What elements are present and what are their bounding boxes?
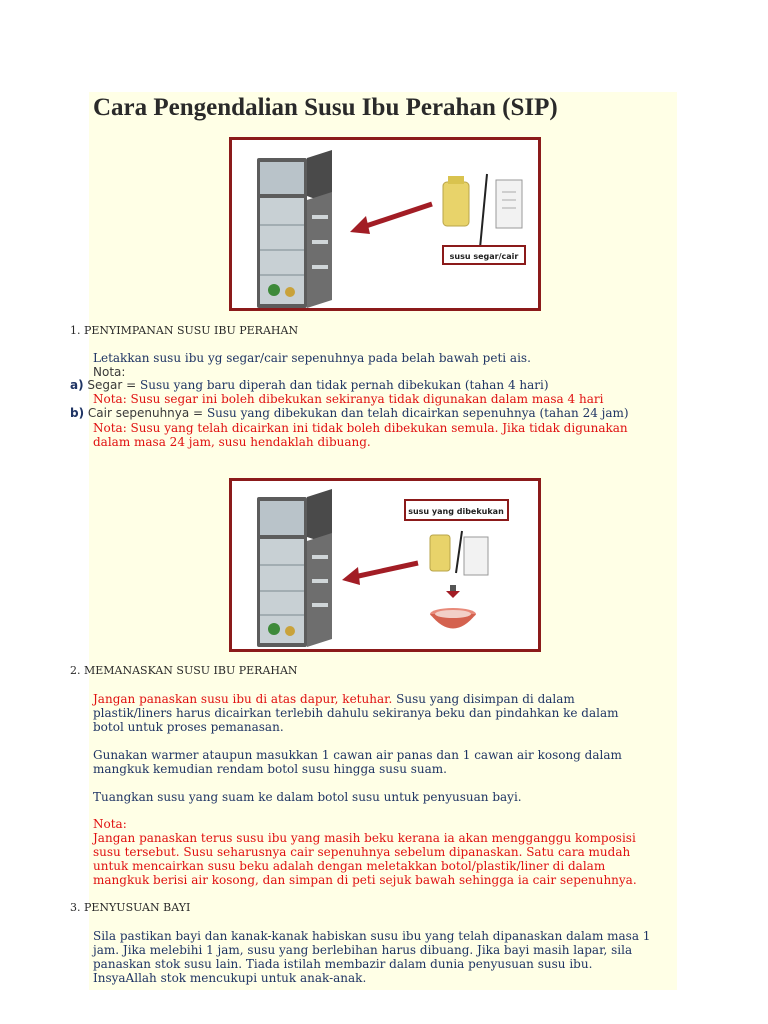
arrow-icon	[354, 563, 418, 577]
item-b-note-line1: Nota: Susu yang telah dicairkan ini tidak boleh dibekukan semula. Jika tidak digunakan	[93, 421, 628, 435]
frozen-label: susu yang dibekukan	[408, 507, 504, 516]
fridge-diagram-frozen	[229, 478, 541, 652]
fridge-diagram-fresh	[229, 137, 541, 311]
fridge-door	[307, 192, 332, 308]
item-b-term: Cair sepenuhnya =	[87, 406, 204, 420]
fridge-illustration-2	[232, 481, 538, 649]
fridge-illustration	[232, 140, 538, 308]
section2-note-line4: mangkuk berisi air kosong, dan simpan di peti sejuk bawah sehingga ia cair sepenuhnya.	[93, 873, 637, 887]
freezer-compartment	[260, 162, 304, 194]
item-a-term: Segar =	[87, 378, 137, 392]
down-arrow-icon	[446, 591, 460, 598]
section2-p1-line3: botol untuk proses pemanasan.	[93, 720, 284, 734]
section2-heading: 2. MEMANASKAN SUSU IBU PERAHAN	[70, 664, 298, 677]
section2-p1-line1	[93, 692, 575, 706]
milk-bottle-icon	[443, 182, 469, 226]
arrow-icon	[360, 204, 432, 228]
item-a-note: Nota: Susu segar ini boleh dibekukan sekiranya tidak digunakan dalam masa 4 hari	[93, 392, 604, 406]
section1-nota-label: Nota:	[93, 365, 126, 379]
item-b	[70, 406, 629, 420]
fridge-compartment	[260, 198, 304, 304]
section3-line4: InsyaAllah stok mencukupi untuk anak-anak.	[93, 971, 367, 985]
page-title: Cara Pengendalian Susu Ibu Perahan (SIP)	[93, 94, 558, 121]
fresh-label: susu segar/cair	[449, 252, 519, 261]
section3-line2: jam. Jika melebihi 1 jam, susu yang berlebihan harus dibuang. Jika bayi masih lapar, sila	[93, 943, 633, 957]
milk-bag-icon	[464, 537, 488, 575]
item-a-desc: Susu yang baru diperah dan tidak pernah dibekukan (tahan 4 hari)	[140, 378, 549, 392]
vegetable-icon	[268, 623, 280, 635]
section2-note-line3: untuk mencairkan susu beku adalah dengan meletakkan botol/plastik/liner di dalam	[93, 859, 606, 873]
section1-intro: Letakkan susu ibu yg segar/cair sepenuhnya pada belah bawah peti ais.	[93, 351, 531, 365]
section2-p1-text: Susu yang disimpan di dalam	[396, 692, 575, 706]
section2-p3: Tuangkan susu yang suam ke dalam botol susu untuk penyusuan bayi.	[93, 790, 522, 804]
section3-heading: 3. PENYUSUAN BAYI	[70, 901, 191, 914]
freezer-compartment	[260, 501, 304, 535]
section2-note-line2: susu tersebut. Susu seharusnya cair sepenuhnya sebelum dipanaskan. Satu cara mudah	[93, 845, 631, 859]
item-b-marker: b)	[70, 406, 85, 420]
item-a	[70, 378, 549, 392]
section3-line1: Sila pastikan bayi dan kanak-kanak habiskan susu ibu yang telah dipanaskan dalam masa 1	[93, 929, 651, 943]
section3-line3: panaskan stok susu lain. Tiada istilah membazir dalam dunia penyusuan susu ibu.	[93, 957, 593, 971]
milk-bottle-icon	[430, 535, 450, 571]
item-a-marker: a)	[70, 378, 84, 392]
item-b-desc: Susu yang dibekukan dan telah dicairkan sepenuhnya (tahan 24 jam)	[206, 406, 629, 420]
section2-note-line1: Jangan panaskan terus susu ibu yang masih beku kerana ia akan mengganggu komposisi	[93, 831, 636, 845]
section2-nota-label: Nota:	[93, 817, 127, 831]
section1-heading: 1. PENYIMPANAN SUSU IBU PERAHAN	[70, 324, 299, 337]
section2-warning: Jangan panaskan susu ibu di atas dapur, ketuhar.	[93, 692, 393, 706]
milk-bag-icon	[496, 180, 522, 228]
item-b-note-line2: dalam masa 24 jam, susu hendaklah dibuang.	[93, 435, 371, 449]
vegetable-icon	[268, 284, 280, 296]
section2-p1-line2: plastik/liners harus dicairkan terlebih dahulu sekiranya beku dan pindahkan ke dalam	[93, 706, 619, 720]
section2-p2-line2: mangkuk kemudian rendam botol susu hingga susu suam.	[93, 762, 447, 776]
fridge-door	[307, 533, 332, 647]
section2-p2-line1: Gunakan warmer ataupun masukkan 1 cawan air panas dan 1 cawan air kosong dalam	[93, 748, 622, 762]
